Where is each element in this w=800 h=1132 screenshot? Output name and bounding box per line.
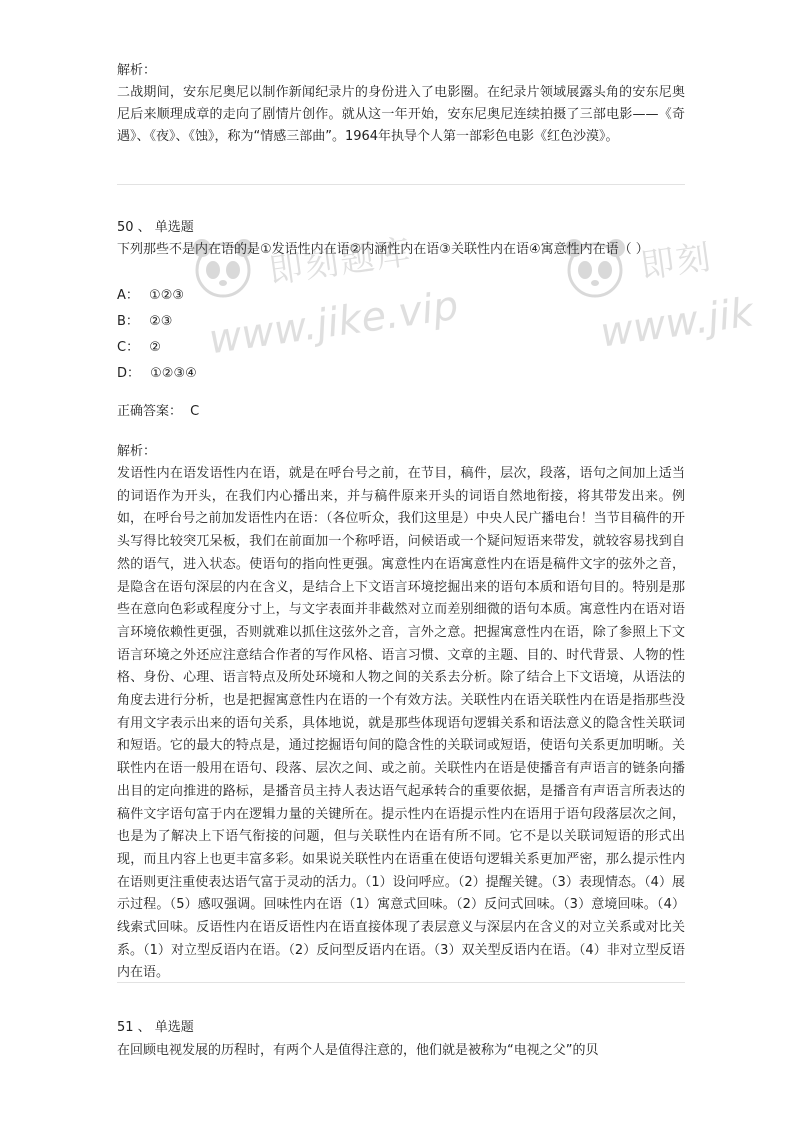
option-key: B： (117, 314, 139, 329)
option-key: C： (117, 340, 140, 355)
option-text: ②③ (149, 314, 173, 329)
analysis-label: 解析： (117, 444, 157, 459)
answer-value: C (190, 404, 200, 419)
watermark-url: www.jik (597, 289, 757, 357)
analysis-text: 发语性内在语发语性内在语，就是在呼台号之前，在节目，稿件，层次，段落，语句之间加上适当的词语作为开头，在我们内心播出来，并与稿件原来开头的词语自然地衔接，将其带发出来。例如，在呼台号之前加发语性内在语：（各位听众，我们这里是）中央人民广播电台！当节目稿件的开头写得比较突兀呆板，我们在前面加一个称呼语，问候语或一个疑问短语来带发，就较容易找到自然的语气，进入状态。使语句的指向性更强。寓意性内在语寓意性内在语是稿件文字的弦外之音，是隐含在语句深层的内在含义，是结合上下文语言环境挖掘出来的语句本质和语句目的。特别是那些在意向色彩或程度分寸上，与文字表面并非截然对立而差别细微的语句本质。寓意性内在语对语言环境依赖性更强，否则就难以抓住这弦外之音，言外之意。把握寓意性内在语，除了参照上下文语言环境之外还应注意结合作者的写作风格、语言习惯、文章的主题、目的、时代背景、人物的性格、身份、心理、语言特点及所处环境和人物之间的关系去分析。除了结合上下文语境，从语法的角度去进行分析，也是把握寓意性内在语的一个有效方法。关联性内在语关联性内在语是指那些没有用文字表示出来的语句关系，具体地说，就是那些体现语句逻辑关系和语法意义的隐含性关联词和短语。它的最大的特点是，通过挖掘语句间的隐含性的关联词或短语，使语句关系更加明晰。关联性内在语一般用在语句、段落、层次之间、或之前。关联性内在语是使播音有声语言的链条向播出目的定向推进的路标，是播音员主持人表达语气起承转合的重要依据，是播音有声语言所表达的稿件文字语句富于内在逻辑力量的关键所在。提示性内在语提示性内在语用于语句段落层次之间，也是为了解决上下语气衔接的问题，但与关联性内在语有所不同。它不是以关联词短语的形式出现，而且内容上也更丰富多彩。如果说关联性内在语重在使语句逻辑关系更加严密，那么提示性内在语则更注重使表达语气富于灵动的活力。（1）设问呼应。（2）提醒关键。（3）表现情态。（4）展示过程。（5）感叹强调。回味性内在语（1）寓意式回味。（2）反问式回味。（3）意境回味。（4）线索式回味。反语性内在语反语性内在语直接体现了表层意义与深层内在含义的对立关系或对比关系。（1）对立型反语内在语。（2）反问型反语内在语。（3）双关型反语内在语。（4）非对立型反语内在语。 (117, 466, 685, 981)
option-a[interactable] (117, 285, 184, 307)
correct-answer (117, 401, 199, 423)
option-key: A： (117, 288, 139, 303)
option-text: ①②③④ (150, 366, 197, 381)
option-d[interactable] (117, 363, 197, 385)
question-text: 在回顾电视发展的历程时，有两个人是值得注意的，他们就是被称为“电视之父”的贝 (117, 1043, 599, 1058)
option-text: ①②③ (149, 288, 185, 303)
watermark-brand: 即刻题库 (266, 232, 415, 292)
option-key: D： (117, 366, 141, 381)
question-divider (117, 982, 685, 983)
analysis-label: 解析： (117, 63, 157, 78)
answer-label: 正确答案： (117, 404, 183, 419)
watermark-brand: 即刻 (638, 237, 715, 287)
option-text: ② (149, 340, 161, 355)
option-b[interactable] (117, 311, 172, 333)
question-header: 50 、 单选题 (117, 220, 194, 235)
question-text: 下列那些不是内在语的是①发语性内在语②内涵性内在语③关联性内在语④寓意性内在语（ ） (117, 242, 649, 257)
analysis-text: 二战期间，安东尼奥尼以制作新闻纪录片的身份进入了电影圈。在纪录片领域展露头角的安东尼奥尼后来顺理成章的走向了剧情片创作。就从这一年开始，安东尼奥尼连续拍摄了三部电影——《奇遇》、《夜》、《蚀》，称为“情感三部曲”。1964年执导个人第一部彩色电影《红色沙漠》。 (117, 85, 685, 144)
question-header: 51 、 单选题 (117, 1020, 194, 1035)
question-divider (117, 184, 685, 185)
option-c[interactable] (117, 337, 161, 359)
watermark-url: www.jike.vip (206, 282, 462, 364)
